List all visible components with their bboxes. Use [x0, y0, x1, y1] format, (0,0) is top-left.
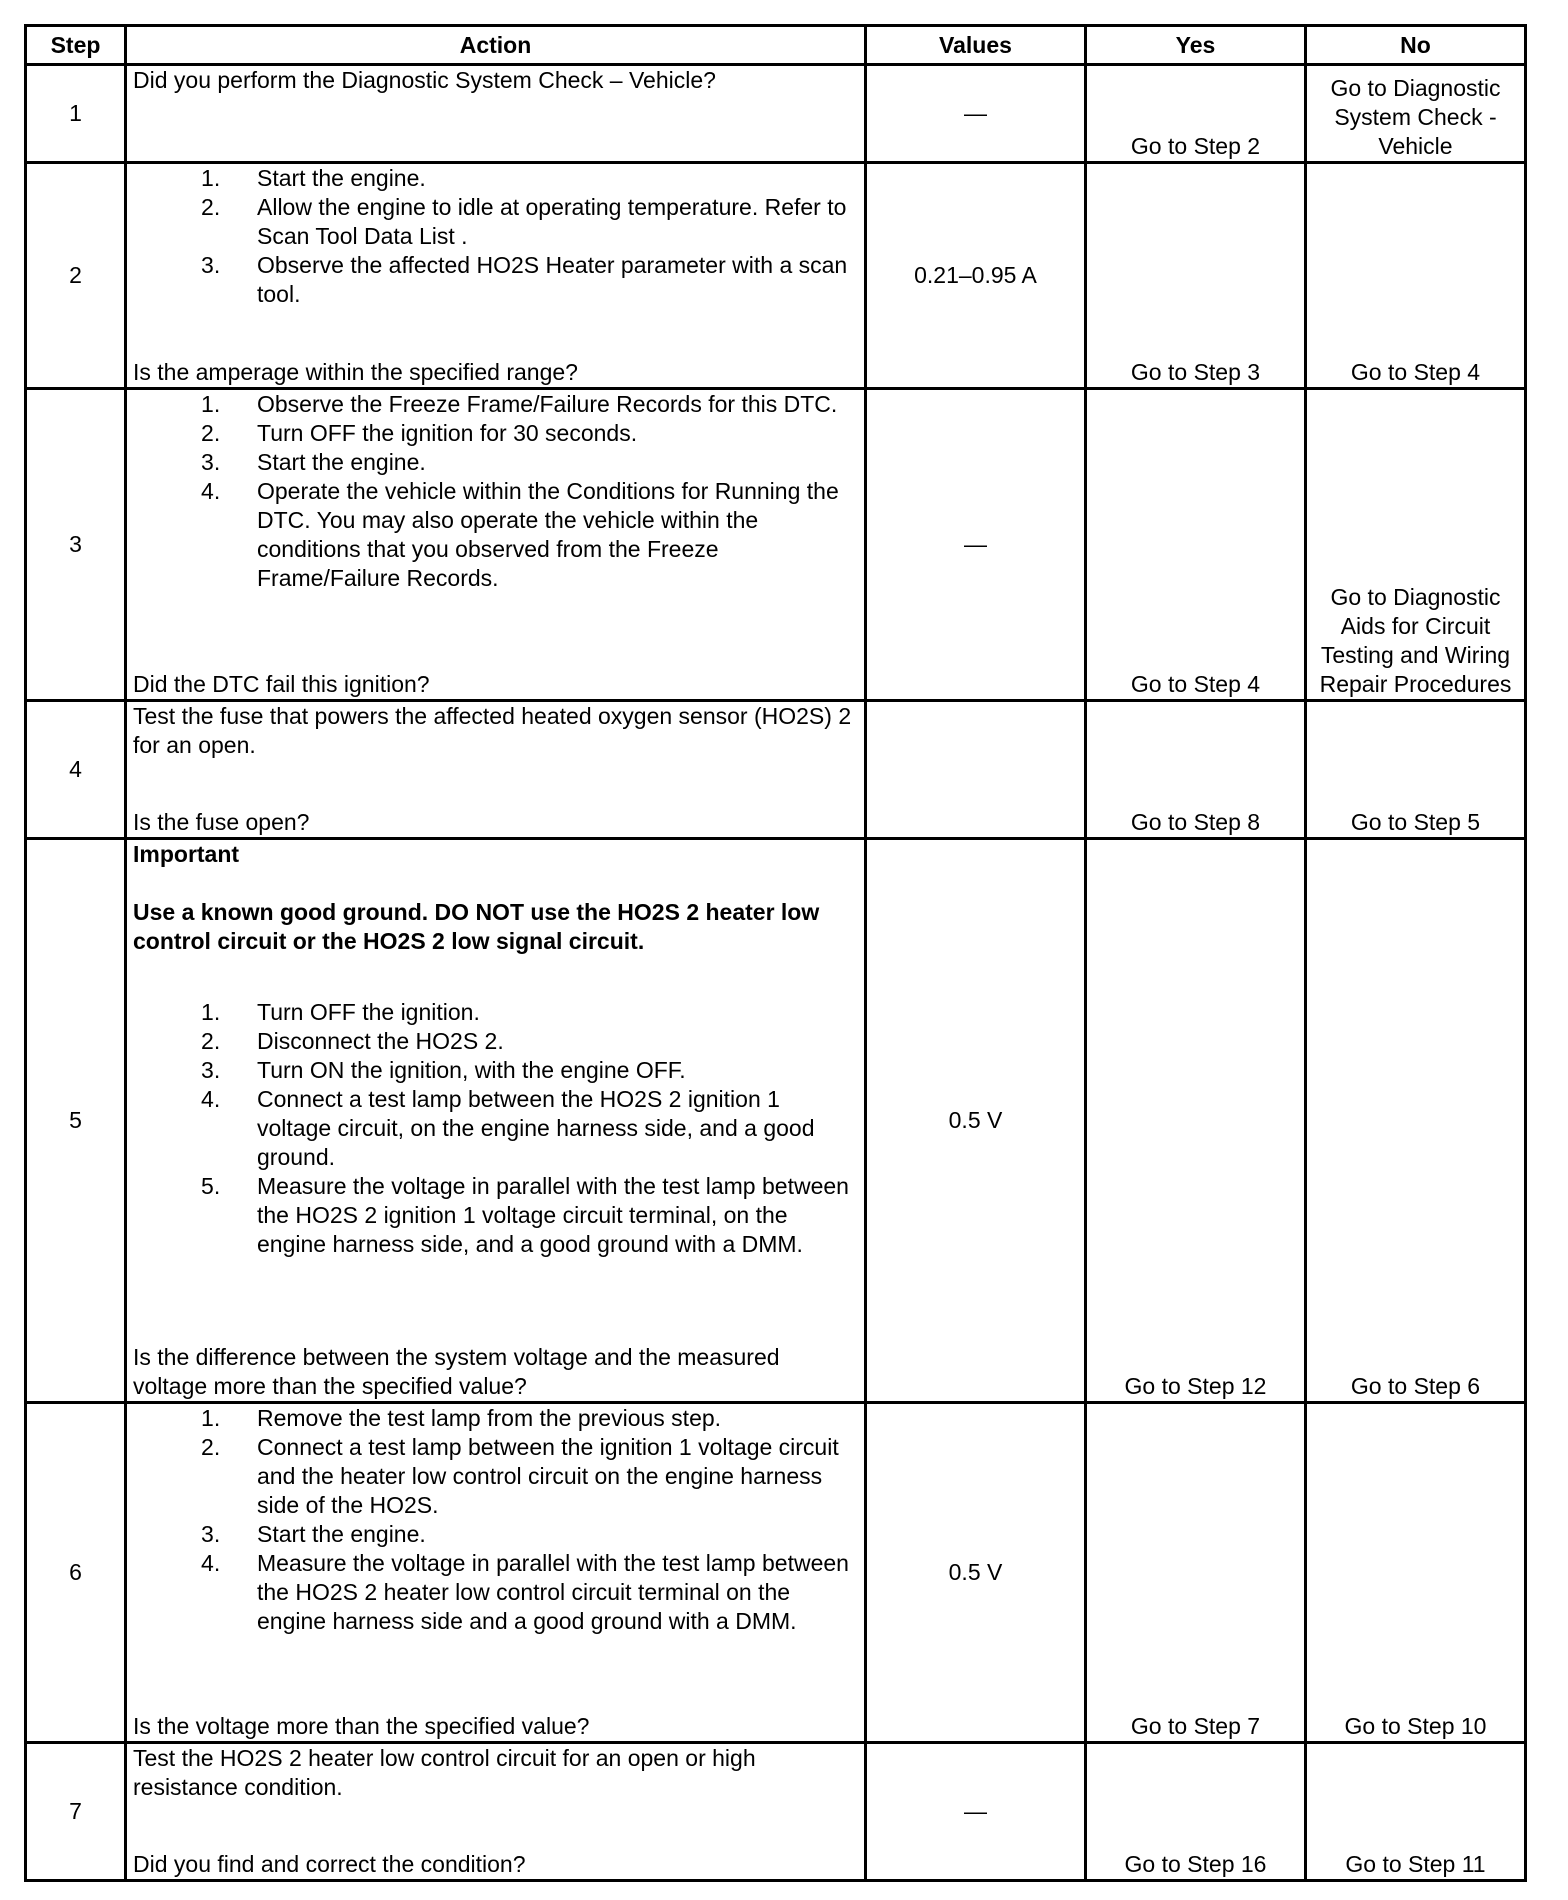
no-cell: Go to Diagnostic Aids for Circuit Testing and Wiring Repair Procedures — [1306, 389, 1526, 701]
yes-cell: Go to Step 8 — [1086, 701, 1306, 839]
yes-cell: Go to Step 3 — [1086, 163, 1306, 389]
value-cell: — — [866, 65, 1086, 163]
value-cell: — — [866, 389, 1086, 701]
action-step: 5. Measure the voltage in parallel with the test lamp between the HO2S 2 ignition 1 voltage circuit terminal, on the engine harness side, and a good ground with a DMM. — [233, 1172, 858, 1259]
action-intro: Test the fuse that powers the affected heated oxygen sensor (HO2S) 2 for an open. — [133, 703, 852, 758]
action-step: 1. Turn OFF the ignition. — [233, 998, 858, 1027]
no-cell: Go to Step 11 — [1306, 1743, 1526, 1881]
step-number: 3 — [26, 389, 126, 701]
action-step: 3. Start the engine. — [233, 1520, 858, 1549]
value-cell: 0.5 V — [866, 1403, 1086, 1743]
table-row — [26, 1403, 1526, 1743]
action-step: 2. Allow the engine to idle at operating temperature. Refer to Scan Tool Data List . — [233, 193, 858, 251]
step-number: 4 — [26, 701, 126, 839]
action-step: 4. Measure the voltage in parallel with the test lamp between the HO2S 2 heater low control circuit terminal on the engine harness side and a good ground with a DMM. — [233, 1549, 858, 1636]
action-step: 4. Connect a test lamp between the HO2S 2 ignition 1 voltage circuit, on the engine harness side, and a good ground. — [233, 1085, 858, 1172]
step-number: 6 — [26, 1403, 126, 1743]
action-step: 3. Turn ON the ignition, with the engine OFF. — [233, 1056, 858, 1085]
important-note: Use a known good ground. DO NOT use the HO2S 2 heater low control circuit or the HO2S 2 low signal circuit. — [133, 899, 820, 954]
header-yes: Yes — [1086, 26, 1306, 65]
action-step: 2. Connect a test lamp between the ignition 1 voltage circuit and the heater low control circuit on the engine harness side of the HO2S. — [233, 1433, 858, 1520]
action-intro: Test the HO2S 2 heater low control circuit for an open or high resistance condition. — [133, 1745, 756, 1800]
step-number: 1 — [26, 65, 126, 163]
action-question: Is the fuse open? — [133, 809, 310, 835]
yes-cell: Go to Step 12 — [1086, 839, 1306, 1403]
no-cell: Go to Diagnostic System Check - Vehicle — [1306, 65, 1526, 163]
important-heading: Important — [133, 841, 240, 867]
action-intro: Did you perform the Diagnostic System Check – Vehicle? — [133, 67, 716, 93]
header-step: Step — [26, 26, 126, 65]
action-question: Is the difference between the system voltage and the measured voltage more than the specified value? — [133, 1344, 780, 1399]
no-cell: Go to Step 6 — [1306, 839, 1526, 1403]
action-step: 4. Operate the vehicle within the Conditions for Running the DTC. You may also operate the vehicle within the conditions that you observed from the Freeze Frame/Failure Records. — [233, 477, 858, 593]
value-cell — [866, 701, 1086, 839]
action-cell — [126, 163, 866, 389]
action-question: Is the voltage more than the specified value? — [133, 1713, 590, 1739]
action-step: 3. Start the engine. — [233, 448, 858, 477]
action-step: 2. Turn OFF the ignition for 30 seconds. — [233, 419, 858, 448]
action-step: 1. Start the engine. — [233, 164, 858, 193]
yes-cell: Go to Step 7 — [1086, 1403, 1306, 1743]
yes-cell: Go to Step 2 — [1086, 65, 1306, 163]
table-row — [26, 65, 1526, 163]
action-steps — [133, 164, 858, 309]
value-cell: 0.21–0.95 A — [866, 163, 1086, 389]
action-cell — [126, 1743, 866, 1881]
table-row — [26, 389, 1526, 701]
action-question: Did the DTC fail this ignition? — [133, 671, 430, 697]
action-cell — [126, 1403, 866, 1743]
table-row — [26, 1743, 1526, 1881]
no-cell: Go to Step 10 — [1306, 1403, 1526, 1743]
header-action: Action — [126, 26, 866, 65]
header-row — [26, 26, 1526, 65]
yes-cell: Go to Step 16 — [1086, 1743, 1306, 1881]
table-row — [26, 839, 1526, 1403]
action-step: 1. Remove the test lamp from the previous step. — [233, 1404, 858, 1433]
yes-cell: Go to Step 4 — [1086, 389, 1306, 701]
table-row — [26, 701, 1526, 839]
value-cell: — — [866, 1743, 1086, 1881]
step-number: 7 — [26, 1743, 126, 1881]
action-steps — [133, 998, 858, 1259]
action-cell — [126, 65, 866, 163]
action-steps — [133, 390, 858, 593]
action-question: Is the amperage within the specified range? — [133, 359, 578, 385]
step-number: 2 — [26, 163, 126, 389]
action-question: Did you find and correct the condition? — [133, 1851, 526, 1877]
value-cell: 0.5 V — [866, 839, 1086, 1403]
no-cell: Go to Step 5 — [1306, 701, 1526, 839]
step-number: 5 — [26, 839, 126, 1403]
header-values: Values — [866, 26, 1086, 65]
action-cell — [126, 839, 866, 1403]
action-step: 1. Observe the Freeze Frame/Failure Records for this DTC. — [233, 390, 858, 419]
diagnostic-table — [24, 24, 1527, 1882]
action-steps — [133, 1404, 858, 1636]
action-step: 3. Observe the affected HO2S Heater parameter with a scan tool. — [233, 251, 858, 309]
header-no: No — [1306, 26, 1526, 65]
table-row — [26, 163, 1526, 389]
action-step: 2. Disconnect the HO2S 2. — [233, 1027, 858, 1056]
action-cell — [126, 389, 866, 701]
no-cell: Go to Step 4 — [1306, 163, 1526, 389]
action-cell — [126, 701, 866, 839]
